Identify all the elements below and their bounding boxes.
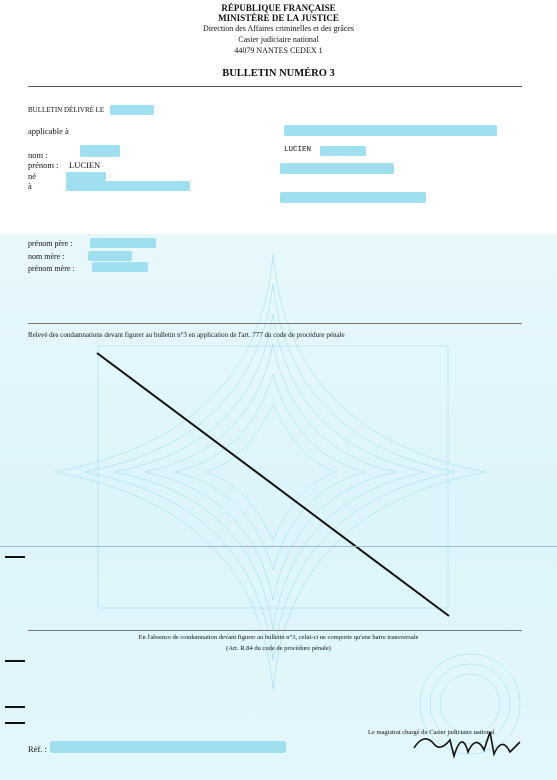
releve-text: Relevé des condamnations devant figurer au bulletin n°3 en application de l'art. 777 du code de procédure pénale [28,331,345,339]
bulletin-title: BULLETIN NUMÉRO 3 [222,68,335,79]
margin-tick-1 [5,556,25,558]
a-label: à [28,181,32,191]
releve-bottom-divider [28,630,522,631]
address-line: 44079 NANTES CEDEX 1 [234,46,323,55]
pere-label: prénom père : [28,239,73,248]
footer-note-2: (Art. R.84 du code de procédure pénale) [226,645,331,652]
ref-label: Réf. : [28,744,47,754]
footer-note-1: En l'absence de condamnation devant figurer au bulletin n°3, celui-ci ne comporte qu'une barre transversale [138,634,419,641]
margin-tick-4 [5,722,25,724]
prenom-label: prénom : [28,160,59,170]
applicable-label: applicable à [28,126,69,136]
nom-label: nom : [28,150,48,160]
direction-line: Direction des Affaires criminelles et des grâces [203,24,354,33]
right-prenom-value: LUCIEN [284,146,312,154]
redacted-reference [50,741,286,753]
magistrate-label: Le magistrat chargé du Casier judiciaire national [368,729,495,736]
nom-mere-label: nom mère : [28,252,65,261]
service-line: Casier judiciaire national [238,35,319,44]
republic-heading: RÉPUBLIQUE FRANÇAISE [221,3,336,13]
margin-tick-3 [5,706,25,708]
ne-label: né [28,171,37,181]
ministry-heading: MINISTÈRE DE LA JUSTICE [218,13,339,23]
margin-tick-2 [5,660,25,662]
fold-line [0,546,557,547]
signature-icon [410,722,530,762]
prenom-value: LUCIEN [69,160,101,170]
prenom-mere-label: prénom mère : [28,264,75,273]
delivered-label: BULLETIN DÉLIVRÉ LE [28,106,105,114]
